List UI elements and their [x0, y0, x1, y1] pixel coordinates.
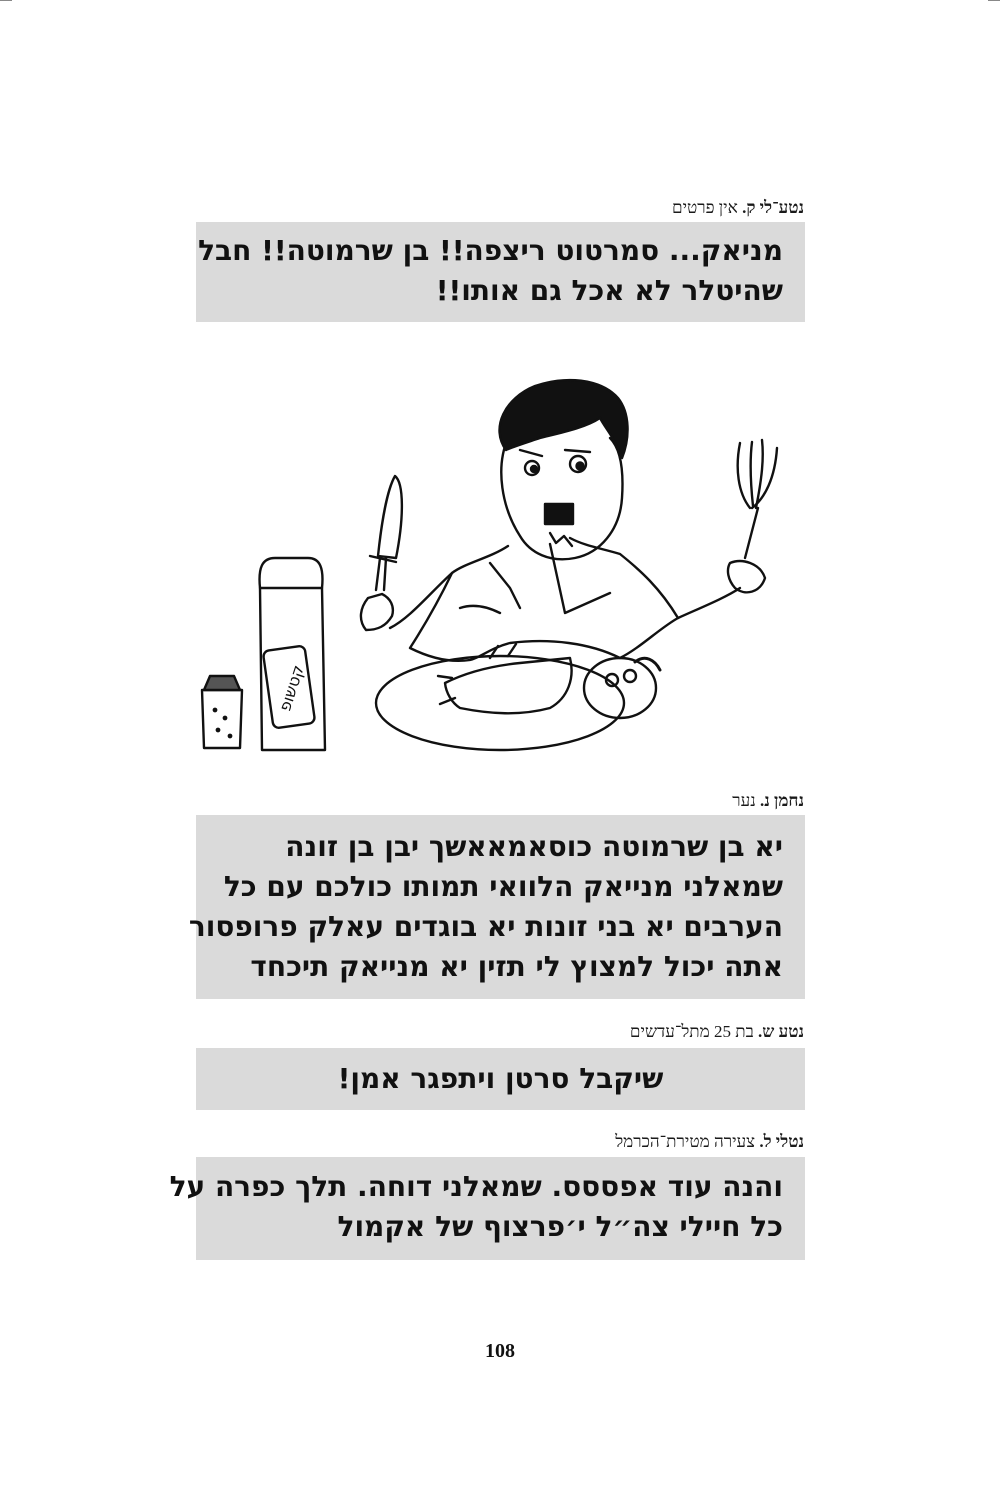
post-2-meta: נער — [732, 791, 756, 810]
child-body — [445, 658, 572, 713]
post-1-byline — [196, 197, 804, 219]
post-4-meta: צעירה מטירת־הכרמל — [615, 1132, 756, 1151]
fork-icon — [738, 440, 777, 558]
post-1-author: נטע־לי ק. — [742, 198, 804, 217]
post-2-line: שמאלני מנייאק הלוואי תמותו כולכם עם כל — [223, 870, 783, 903]
post-2-byline — [196, 790, 804, 812]
crop-mark-right — [988, 0, 1000, 1]
post-3-line: שיקבל סרטן ויתפגר אמן! — [337, 1062, 664, 1095]
cartoon-illustration — [190, 358, 810, 760]
post-4-line: והנה עוד אפססס. שמאלני דוחה. תלך כפרה על — [169, 1170, 783, 1203]
post-2-line: הערבים יא בני זונות יא בוגדים עאלק פרופסור — [188, 910, 783, 943]
ketchup-bottle-icon — [260, 558, 325, 750]
child-head — [584, 658, 656, 718]
post-3-meta: בת 25 מתל־עדשים — [629, 1022, 754, 1041]
post-4-quote — [169, 1157, 805, 1260]
post-3-quote — [196, 1048, 805, 1110]
post-1-line: מניאק... סמרטוט ריצפה!! בן שרמוטה!! חבל — [198, 234, 783, 267]
page-number: 108 — [485, 1340, 515, 1362]
knife-icon — [370, 556, 396, 590]
post-1-meta: אין פרטים — [671, 198, 738, 217]
hair-icon — [499, 380, 627, 458]
post-3-author: נטע ש. — [758, 1022, 804, 1041]
salt-shaker-icon — [202, 690, 242, 748]
left-arm — [390, 573, 452, 628]
post-2-author: נחמן נ. — [759, 791, 804, 810]
crop-mark-left — [0, 0, 12, 1]
post-2-quote — [188, 815, 805, 999]
head — [501, 438, 622, 559]
post-2-line: אתה יכול למצוץ לי תזין יא מנייאק תיכחד — [250, 950, 783, 983]
post-4-line: כל חיילי צה״ל י׳פרצוף של אקמול — [337, 1210, 783, 1243]
plate — [376, 656, 624, 750]
post-4-byline — [196, 1131, 804, 1153]
post-4-author: נטלי ל. — [759, 1132, 804, 1151]
post-1-quote — [196, 222, 805, 322]
moustache — [545, 504, 573, 524]
right-arm — [678, 588, 740, 618]
post-1-line: שהיטלר לא אכל גם אותו!! — [435, 274, 783, 307]
bottle-label: קטשופ — [275, 662, 308, 714]
post-2-line: יא בן שרמוטה כוסאמאאשך יבן בן זונה — [285, 830, 783, 863]
post-3-byline — [196, 1021, 804, 1043]
